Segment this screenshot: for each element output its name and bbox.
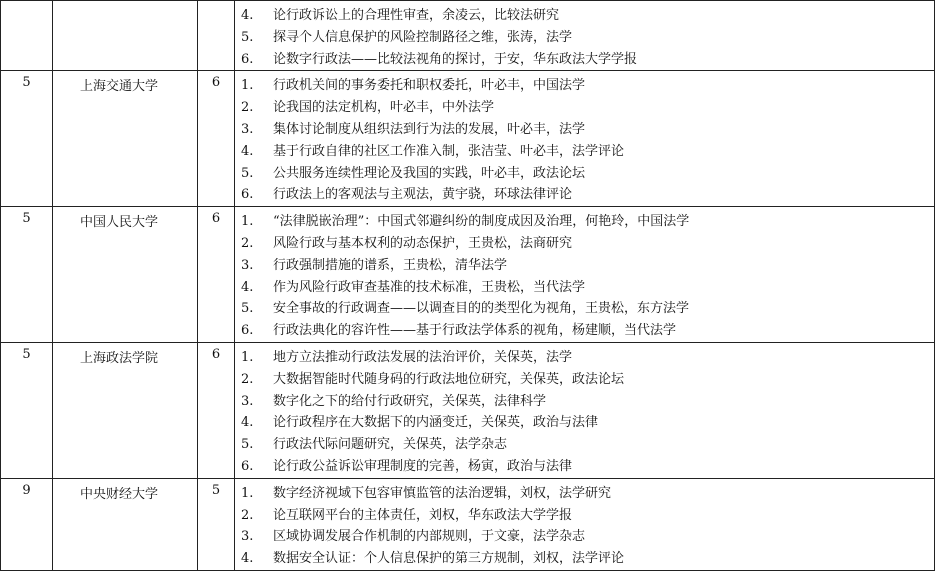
- list-number: 6.: [241, 51, 254, 67]
- list-item: [235, 412, 934, 434]
- university-name: [53, 1, 197, 5]
- list-number: 1.: [241, 214, 254, 230]
- table-row: [1, 71, 935, 207]
- count-cell: [198, 342, 235, 478]
- rank: 5: [22, 346, 31, 362]
- list-number: 3.: [241, 529, 254, 545]
- list-item: [235, 211, 934, 233]
- list-item: [235, 526, 934, 548]
- list-item: [235, 548, 934, 570]
- list-item: [235, 505, 934, 527]
- list-number: 3.: [241, 121, 254, 137]
- paper-count: 5: [211, 482, 221, 498]
- count-cell: [198, 207, 235, 343]
- list-number: 4.: [241, 415, 254, 431]
- paper-entry: 论行政公益诉讼审理制度的完善，杨寅，政治与法律: [273, 458, 573, 474]
- list-item: [235, 434, 934, 456]
- list-number: 4.: [241, 8, 254, 23]
- paper-entry: 论互联网平台的主体责任，刘权，华东政法大学学报: [273, 507, 573, 523]
- list-item: [235, 97, 934, 119]
- list-number: 6.: [241, 458, 254, 474]
- university-cell: [53, 207, 198, 343]
- paper-entry: 行政法上的客观法与主观法，黄宇骁，环球法律评论: [273, 187, 573, 203]
- table-row: [1, 207, 935, 343]
- paper-entry: 区域协调发展合作机制的内部规则，于文豪，法学杂志: [273, 529, 586, 545]
- rank: [1, 1, 52, 5]
- university-name: 上海交通大学: [80, 79, 159, 95]
- paper-count: 6: [211, 346, 221, 362]
- list-number: 1.: [241, 78, 254, 94]
- rank-cell: [1, 478, 53, 570]
- list-item: [235, 75, 934, 97]
- paper-entry: 论行政诉讼上的合理性审查，余凌云，比较法研究: [273, 8, 560, 23]
- paper-entry: 数据安全认证：个人信息保护的第三方规制，刘权，法学评论: [273, 551, 625, 567]
- list-number: 5.: [241, 437, 254, 453]
- rank-cell: [1, 342, 53, 478]
- university-cell: [53, 478, 198, 570]
- list-item: [235, 184, 934, 206]
- list-number: 2.: [241, 507, 254, 523]
- list-number: 6.: [241, 187, 254, 203]
- list-item: [235, 233, 934, 255]
- university-name: 中央财经大学: [80, 486, 159, 502]
- list-item: [235, 298, 934, 320]
- list-item: [235, 347, 934, 369]
- paper-count: [198, 1, 234, 5]
- paper-entry: 行政机关间的事务委托和职权委托，叶必丰，中国法学: [273, 78, 586, 94]
- paper-entry: 基于行政自律的社区工作准入制，张洁莹、叶必丰，法学评论: [273, 143, 625, 159]
- papers-cell: [235, 207, 935, 343]
- university-cell: [53, 1, 198, 71]
- list-item: [235, 5, 934, 27]
- papers-cell: [235, 478, 935, 570]
- paper-entry: 论行政程序在大数据下的内涵变迁，关保英，政治与法律: [273, 415, 599, 431]
- paper-entry: 行政法典化的容许性——基于行政法学体系的视角，杨建顺，当代法学: [273, 323, 677, 339]
- paper-entry: 安全事故的行政调查——以调查目的的类型化为视角，王贵松，东方法学: [273, 301, 690, 317]
- rank-cell: [1, 1, 53, 71]
- papers-cell: [235, 71, 935, 207]
- list-number: 1.: [241, 349, 254, 365]
- university-cell: [53, 71, 198, 207]
- list-item: [235, 49, 934, 71]
- paper-entry: 论数字行政法——比较法视角的探讨，于安，华东政法大学学报: [273, 51, 638, 67]
- list-number: 4.: [241, 279, 254, 295]
- list-item: [235, 369, 934, 391]
- table-row: [1, 342, 935, 478]
- list-item: [235, 255, 934, 277]
- list-number: 3.: [241, 257, 254, 273]
- paper-entry: 行政强制措施的谱系，王贵松，清华法学: [273, 257, 508, 273]
- list-number: 5.: [241, 301, 254, 317]
- list-item: [235, 391, 934, 413]
- paper-entry: 行政法代际问题研究，关保英，法学杂志: [273, 437, 508, 453]
- list-number: 2.: [241, 100, 254, 116]
- paper-entry: 数字经济视域下包容审慎监管的法治逻辑，刘权，法学研究: [273, 485, 612, 501]
- paper-count: 6: [211, 75, 221, 91]
- count-cell: [198, 1, 235, 71]
- rank-cell: [1, 71, 53, 207]
- paper-entry: 集体讨论制度从组织法到行为法的发展，叶必丰，法学: [273, 121, 586, 137]
- list-number: 5.: [241, 165, 254, 181]
- list-number: 4.: [241, 143, 254, 159]
- list-number: 1.: [241, 485, 254, 501]
- count-cell: [198, 478, 235, 570]
- papers-cell: [235, 342, 935, 478]
- papers-cell: [235, 1, 935, 71]
- list-item: [235, 456, 934, 478]
- list-item: [235, 163, 934, 185]
- university-name: 上海政法学院: [80, 350, 159, 366]
- list-number: 2.: [241, 371, 254, 387]
- rank: 5: [22, 75, 31, 91]
- paper-entry: 风险行政与基本权利的动态保护，王贵松，法商研究: [273, 235, 573, 251]
- paper-entry: 数字化之下的给付行政研究，关保英，法律科学: [273, 393, 547, 409]
- list-number: 4.: [241, 551, 254, 567]
- paper-entry: 地方立法推动行政法发展的法治评价，关保英，法学: [273, 349, 573, 365]
- list-number: 5.: [241, 29, 254, 45]
- rank: 9: [22, 482, 31, 498]
- list-number: 2.: [241, 235, 254, 251]
- university-cell: [53, 342, 198, 478]
- list-item: [235, 320, 934, 342]
- list-number: 3.: [241, 393, 254, 409]
- paper-entry: 论我国的法定机构，叶必丰，中外法学: [273, 100, 495, 116]
- rank-cell: [1, 207, 53, 343]
- list-item: [235, 141, 934, 163]
- paper-entry: 探寻个人信息保护的风险控制路径之维，张涛，法学: [273, 29, 573, 45]
- list-item: [235, 27, 934, 49]
- list-item: [235, 277, 934, 299]
- paper-entry: 公共服务连续性理论及我国的实践，叶必丰，政法论坛: [273, 165, 586, 181]
- paper-entry: 大数据智能时代随身码的行政法地位研究，关保英，政法论坛: [273, 371, 625, 387]
- list-number: 6.: [241, 323, 254, 339]
- paper-entry: “法律脱嵌治理”：中国式邻避纠纷的制度成因及治理，何艳玲，中国法学: [273, 214, 690, 230]
- table-row: [1, 1, 935, 71]
- paper-count: 6: [211, 211, 221, 227]
- paper-entry: 作为风险行政审查基准的技术标准，王贵松，当代法学: [273, 279, 586, 295]
- table-row: [1, 478, 935, 570]
- count-cell: [198, 71, 235, 207]
- list-item: [235, 483, 934, 505]
- university-name: 中国人民大学: [80, 215, 159, 231]
- rank: 5: [22, 211, 31, 227]
- list-item: [235, 119, 934, 141]
